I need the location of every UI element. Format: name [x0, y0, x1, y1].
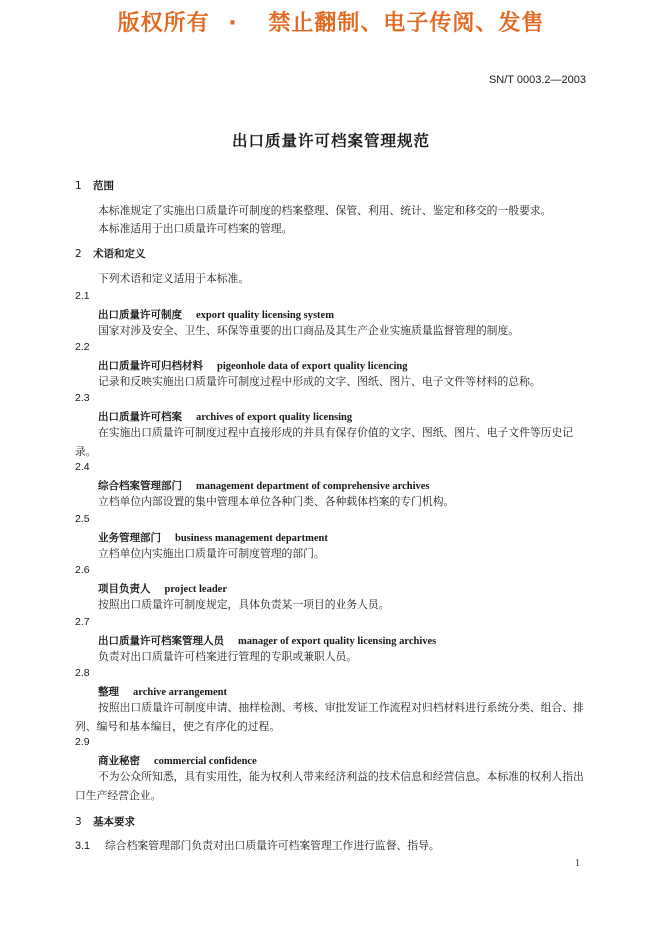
term-number: 2.9: [75, 736, 90, 748]
copyright-watermark: [0, 6, 662, 36]
section-number: 3: [75, 816, 82, 828]
term-definition: 负责对出口质量许可档案进行管理的专职或兼职人员。: [98, 650, 358, 663]
term-definition: 在实施出口质量许可制度过程中直接形成的并具有保存价值的文字、图纸、图片、电子文件等历史记录。: [75, 426, 574, 458]
term-definition: 立档单位内部设置的集中管理本单位各种门类、各种载体档案的专门机构。: [98, 495, 455, 508]
paragraph: 本标准规定了实施出口质量许可制度的档案整理、保管、利用、统计、鉴定和移交的一般要求。: [98, 204, 552, 217]
term-entry: [98, 581, 227, 596]
paragraph: 本标准适用于出口质量许可档案的管理。: [98, 222, 293, 235]
term-number: 2.2: [75, 341, 90, 353]
section-number: 1: [75, 180, 82, 192]
page-number: 1: [575, 858, 580, 869]
paragraph: 下列术语和定义适用于本标准。: [98, 272, 250, 285]
term-number: 2.5: [75, 513, 90, 525]
term-definition: 记录和反映实施出口质量许可制度过程中形成的文字、图纸、图片、电子文件等材料的总称。: [98, 375, 541, 388]
term-entry: [98, 684, 227, 699]
term-entry: [98, 358, 407, 373]
term-number: 2.6: [75, 564, 90, 576]
term-zh: 项目负责人: [98, 583, 151, 595]
term-en: project leader: [164, 584, 227, 595]
clause: [75, 838, 589, 853]
document-title: 出口质量许可档案管理规范: [231, 132, 430, 150]
term-zh: 综合档案管理部门: [98, 480, 182, 492]
term-definition: 按照出口质量许可制度申请、抽样检测、考核、审批发证工作流程对归档材料进行系统分类、组合、排列、编号和基本编目，使之有序化的过程。: [75, 701, 584, 733]
term-en: archive arrangement: [133, 687, 227, 698]
term-en: commercial confidence: [154, 756, 257, 767]
term-zh: 商业秘密: [98, 755, 140, 767]
clause-text: 综合档案管理部门负责对出口质量许可档案管理工作进行监督、指导。: [105, 839, 440, 852]
section-3-heading: [75, 814, 135, 829]
term-number: 2.1: [75, 290, 90, 302]
section-1-heading: [75, 178, 114, 193]
section-title: 范围: [93, 180, 114, 192]
term-en: manager of export quality licensing archives: [238, 636, 437, 647]
term-number: 2.7: [75, 616, 90, 628]
term-zh: 出口质量许可归档材料: [98, 360, 203, 372]
term-zh: 出口质量许可制度: [98, 309, 182, 321]
watermark-left: 版权所有: [117, 11, 210, 36]
watermark-separator: ·: [228, 11, 238, 36]
term-zh: 出口质量许可档案: [98, 411, 182, 423]
section-2-heading: [75, 246, 146, 261]
term-number: 2.3: [75, 392, 90, 404]
term-en: archives of export quality licensing: [196, 412, 353, 423]
term-en: export quality licensing system: [196, 310, 334, 321]
term-zh: 出口质量许可档案管理人员: [98, 635, 224, 647]
term-definition: 不为公众所知悉，具有实用性，能为权利人带来经济利益的技术信息和经营信息。本标准的权利人指出口生产经营企业。: [75, 770, 584, 802]
term-number: 2.4: [75, 461, 90, 473]
term-number: 2.8: [75, 667, 90, 679]
clause-number: 3.1: [75, 840, 91, 852]
watermark-right: 禁止翻制、电子传阅、发售: [268, 11, 545, 36]
term-entry: [98, 409, 352, 424]
term-entry: [98, 753, 257, 768]
term-entry: [98, 478, 430, 493]
term-entry: [98, 633, 436, 648]
term-definition: 国家对涉及安全、卫生、环保等重要的出口商品及其生产企业实施质量监督管理的制度。: [98, 324, 520, 337]
term-zh: 业务管理部门: [98, 532, 161, 544]
term-entry: [98, 530, 328, 545]
section-title: 术语和定义: [93, 248, 146, 260]
term-en: pigeonhole data of export quality licencing: [217, 361, 408, 372]
term-entry: [98, 307, 334, 322]
term-definition: 按照出口质量许可制度规定，具体负责某一项目的业务人员。: [98, 598, 390, 611]
section-number: 2: [75, 248, 82, 260]
term-en: business management department: [175, 533, 328, 544]
term-en: management department of comprehensive archives: [196, 481, 430, 492]
term-zh: 整理: [98, 686, 119, 698]
section-title: 基本要求: [93, 816, 135, 828]
term-definition: 立档单位内实施出口质量许可制度管理的部门。: [98, 547, 325, 560]
standard-code: SN/T 0003.2—2003: [488, 74, 586, 86]
